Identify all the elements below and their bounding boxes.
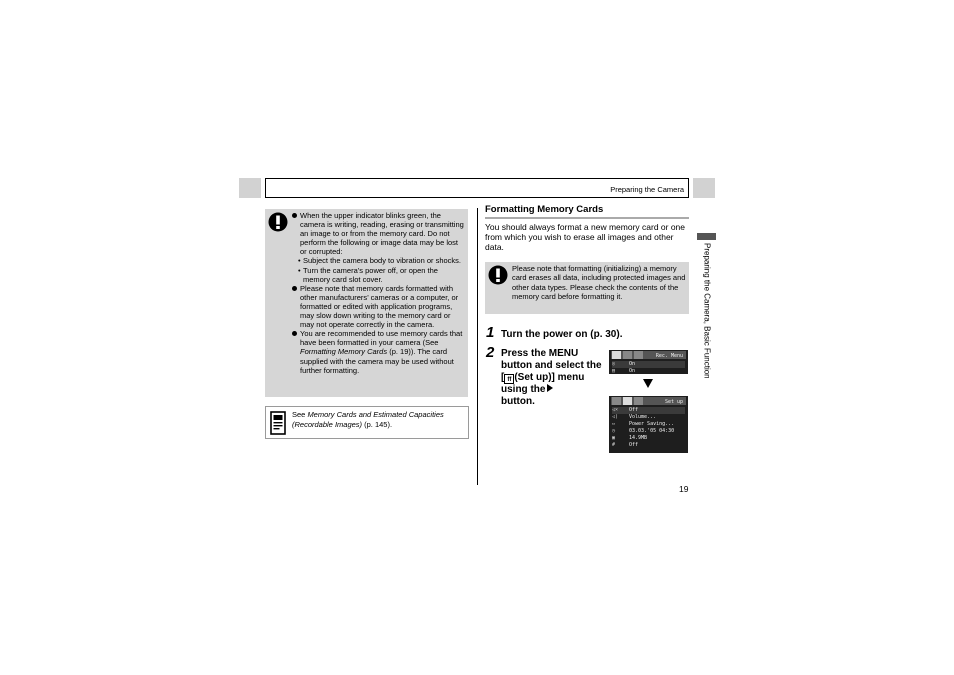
lcd-row: ▤ On [612, 368, 636, 374]
cross-ref-title: Formatting Memory Cards [300, 347, 388, 357]
format-caution-text: Please note that formatting (initializing) a memory card erases all data, including protected images and other data types. Please check the contents of the memory card before formatting it. [512, 264, 686, 301]
side-tab-marker [697, 233, 716, 240]
lcd-row-icon: ◎ [612, 361, 616, 367]
header-bar [265, 178, 689, 198]
lcd-row: ◷ 03.03.'05 04:30 [612, 428, 675, 434]
lcd-row: ◎ On [612, 361, 685, 368]
caution-item-3: You are recommended to use memory cards that have been formatted in your camera (See Formatting Memory Cards (p. 19)). The card supplied with the camera may be used without further formatting. [292, 329, 464, 374]
lcd-title: Rec. Menu [655, 353, 683, 359]
caution-icon [488, 265, 508, 285]
caution-icon [268, 212, 288, 232]
right-arrow-icon [547, 384, 553, 392]
lcd-row-icon: ▤ [612, 368, 616, 374]
header-right-square [693, 178, 715, 198]
section-rule [485, 217, 689, 219]
intro-paragraph: You should always format a new memory card or one from which you wish to erase all images and other data. [485, 222, 686, 252]
reference-box [265, 406, 469, 439]
caution-text [292, 211, 464, 375]
reference-title: Memory Cards and Estimated Capacities (Recordable Images) [292, 410, 444, 429]
lcd-row: ▭ Power Saving... [612, 421, 675, 427]
reference-book-icon [270, 411, 286, 435]
step-number-1: 1 [486, 324, 495, 341]
section-title: Formatting Memory Cards [485, 204, 604, 215]
lcd-row: # Off [612, 442, 639, 448]
lcd-row: ◁) Volume... [612, 414, 657, 420]
lcd-setup-menu [609, 396, 688, 453]
camera-tab-icon [612, 397, 621, 405]
down-arrow-icon [643, 379, 653, 388]
side-tab-label: Preparing the Camera, Basic Function [702, 243, 712, 379]
header-left-square [239, 178, 261, 198]
lcd-row: ▣ 14.9MB [612, 435, 648, 441]
mute-icon: ◁× [612, 407, 619, 413]
setup-menu-icon: ff [504, 374, 514, 384]
card-icon: ▣ [612, 435, 616, 441]
caution-subitem-1: • Subject the camera body to vibration or shocks. [292, 256, 464, 265]
play-tab-icon [623, 351, 632, 359]
battery-icon: ▭ [612, 421, 616, 427]
lcd-tab-bar [611, 397, 686, 405]
step-number-2: 2 [486, 344, 495, 361]
header-title: Preparing the Camera [610, 185, 684, 194]
lcd-tab-bar [611, 351, 686, 359]
page-number: 19 [679, 484, 689, 494]
caution-item-1: When the upper indicator blinks green, the camera is writing, reading, erasing or transmitting an image to or from the memory card. Do not perform the following or image data may be lost or corrupted: [292, 211, 464, 256]
play-tab-icon [634, 397, 643, 405]
setup-tab-icon [634, 351, 643, 359]
lcd-title: Set up [664, 399, 683, 405]
setup-tab-icon [623, 397, 632, 405]
step-1-text: Turn the power on (p. 30). [501, 329, 623, 340]
clock-icon: ◷ [612, 428, 616, 434]
step-2-text: Press the MENU button and select the [ ff (Set up)] menu using the button. [501, 348, 602, 407]
file-number-icon: # [612, 442, 616, 448]
column-divider [477, 208, 478, 485]
caution-subitem-2: • Turn the camera’s power off, or open the memory card slot cover. [292, 266, 464, 284]
lcd-rec-menu [609, 350, 688, 374]
reference-text: See Memory Cards and Estimated Capacities (Recordable Images) (p. 145). [292, 410, 444, 429]
caution-item-2: Please note that memory cards formatted with other manufacturers’ cameras or a computer, or formatted or edited with application programs, may slow down writing to the memory card or may not operate correctly in the camera. [292, 284, 464, 329]
volume-icon: ◁) [612, 414, 619, 420]
lcd-row: ◁× Off [612, 407, 685, 414]
camera-tab-icon [612, 351, 621, 359]
